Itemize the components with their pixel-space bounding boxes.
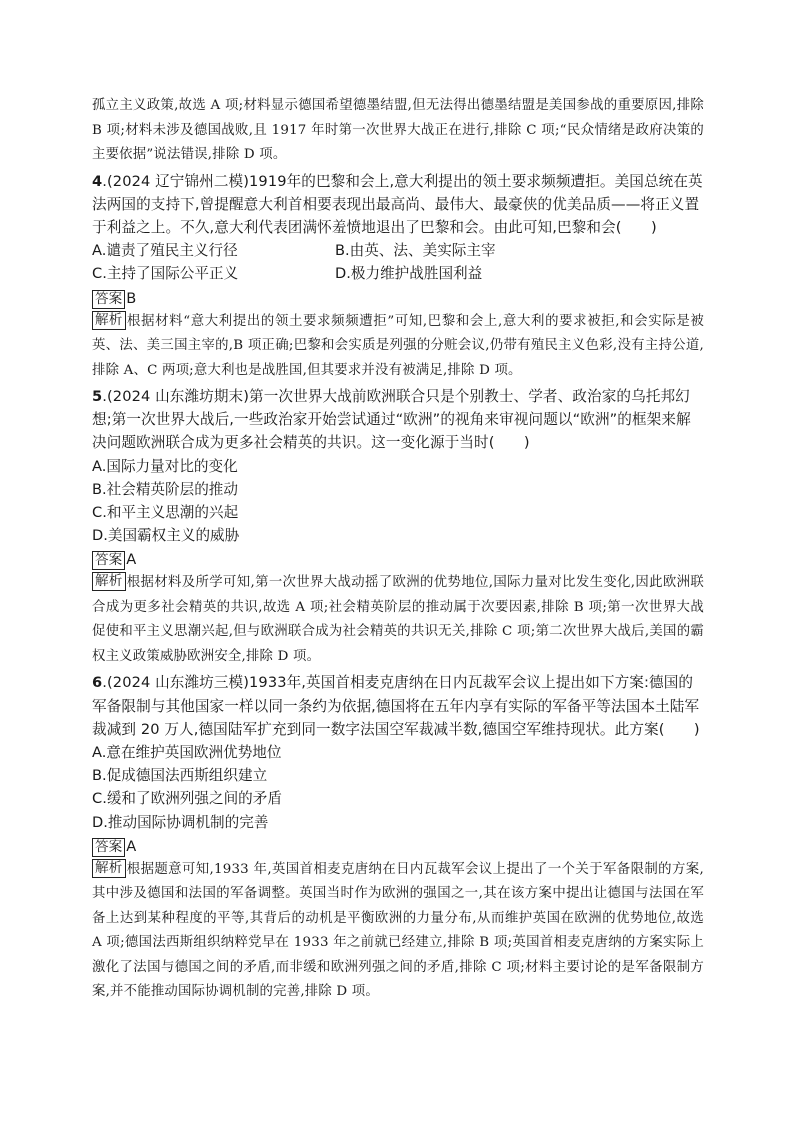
answer-tag: 答案 [92,838,125,857]
question-4 [92,170,704,384]
analysis-tag: 解析 [92,859,126,878]
analysis-text: 根据题意可知,1933 年,英国首相麦克唐纳在日内瓦裁军会议上提出了一个关于军备限制的方案,其中涉及德国和法国的军备调整。英国当时作为欧洲的强国之一,其在该方案中提出让德国与法国在军备上达到某种程度的平等,其背后的动机是平衡欧洲的力量分布,从而维护英国在欧洲的优势地位,故选 A 项;德国法西斯组织纳粹党早在 1933 年之前就已经建立,排除 B 项;英国首相麦克唐纳的方案实际上激化了法国与德国之间的矛盾,而非缓和欧洲列强之间的矛盾,排除 C 项;材料主要讨论的是军备限制方案,并不能推动国际协调机制的完善,排除 D 项。 [92,861,704,1000]
answer-row [92,548,704,571]
question-stem [92,170,704,240]
answer-value: B [126,289,137,307]
question-source: (2024 山东潍坊期末) [107,388,250,406]
option-c: C.主持了国际公平正义 [92,265,239,283]
option-b: B.社会精英阶层的推动 [92,480,238,498]
analysis-text: 根据材料“意大利提出的领土要求频频遭拒”可知,巴黎和会上,意大利的要求被拒,和会实际是被英、法、美三国主宰的,B 项正确;巴黎和会实质是列强的分赃会议,仍带有殖民主义色彩,没有主持公道,排除 A、C 两项;意大利也是战胜国,但其要求并没有被满足,排除 D 项。 [92,313,704,378]
question-stem [92,671,704,741]
answer-value: A [126,837,137,855]
options [92,239,704,285]
question-number: 5 [92,388,103,406]
question-number-dot: . [102,172,108,190]
analysis [92,858,704,1005]
option-b: B.促成德国法西斯组织建立 [92,767,268,785]
analysis [92,571,704,669]
question-number: 6 [92,674,103,692]
option-b: B.由英、法、美实际主宰 [335,242,496,260]
question-6 [92,671,704,1004]
option-c: C.和平主义思潮的兴起 [92,504,239,522]
analysis-tag: 解析 [92,311,126,330]
option-a: A.国际力量对比的变化 [92,457,238,475]
question-number-dot: . [102,674,108,692]
question-source: (2024 辽宁锦州二模) [107,172,250,190]
question-stem [92,385,704,455]
question-source: (2024 山东潍坊三模) [107,674,250,692]
question-text: 1933年,英国首相麦克唐纳在日内瓦裁军会议上提出如下方案:德国的军备限制与其他国家一样以同一条约为依据,德国将在五年内享有实际的军备平等法国本土陆军裁减到 20 万人,德国陆军扩充到同一数字法国空军裁减半数,德国空军维持现状。此方案( ) [92,674,700,738]
analysis [92,310,704,384]
question-text: 第一次世界大战前欧洲联合只是个别教士、学者、政治家的乌托邦幻想;第一次世界大战后,一些政治家开始尝试通过“欧洲”的视角来审视问题以“欧洲”的框架来解决问题欧洲联合成为更多社会精英的共识。这一变化源于当时( ) [92,388,691,452]
option-a: A.谴责了殖民主义行径 [92,242,238,260]
answer-value: A [126,551,137,569]
answer-row [92,287,704,310]
answer-tag: 答案 [92,551,125,570]
question-number: 4 [92,172,103,190]
question-number-dot: . [102,388,108,406]
option-d: D.推动国际协调机制的完善 [92,813,269,831]
option-a: A.意在维护英国欧洲优势地位 [92,744,282,762]
option-d: D.极力维护战胜国利益 [335,265,483,283]
answer-tag: 答案 [92,290,125,309]
question-5 [92,385,704,669]
option-d: D.美国霸权主义的威胁 [92,527,240,545]
analysis-text: 根据材料及所学可知,第一次世界大战动摇了欧洲的优势地位,国际力量对比发生变化,因此欧洲联合成为更多社会精英的共识,故选 A 项;社会精英阶层的推动属于次要因素,排除 B 项;第一次世界大战促使和平主义思潮兴起,但与欧洲联合成为社会精英的共识无关,排除 C 项;第二次世界大战后,美国的霸权主义政策威胁欧洲安全,排除 D 项。 [92,575,704,664]
option-c: C.缓和了欧洲列强之间的矛盾 [92,790,282,808]
answer-row [92,835,704,858]
top-explanation: 孤立主义政策,故选 A 项;材料显示德国希望德墨结盟,但无法得出德墨结盟是美国参战的重要原因,排除 B 项;材料未涉及德国战败,且 1917 年时第一次世界大战正在进行,排除 C 项;“民众情绪是政府决策的主要依据”说法错误,排除 D 项。 [92,98,704,162]
analysis-tag: 解析 [92,572,126,591]
question-text: 1919年的巴黎和会上,意大利提出的领土要求频频遭拒。美国总统在英法两国的支持下,曾提醒意大利首相要表现出最高尚、最伟大、最豪侠的优美品质——将正义置于利益之上。不久,意大利代表团满怀羞愤地退出了巴黎和会。由此可知,巴黎和会( ) [92,172,703,236]
